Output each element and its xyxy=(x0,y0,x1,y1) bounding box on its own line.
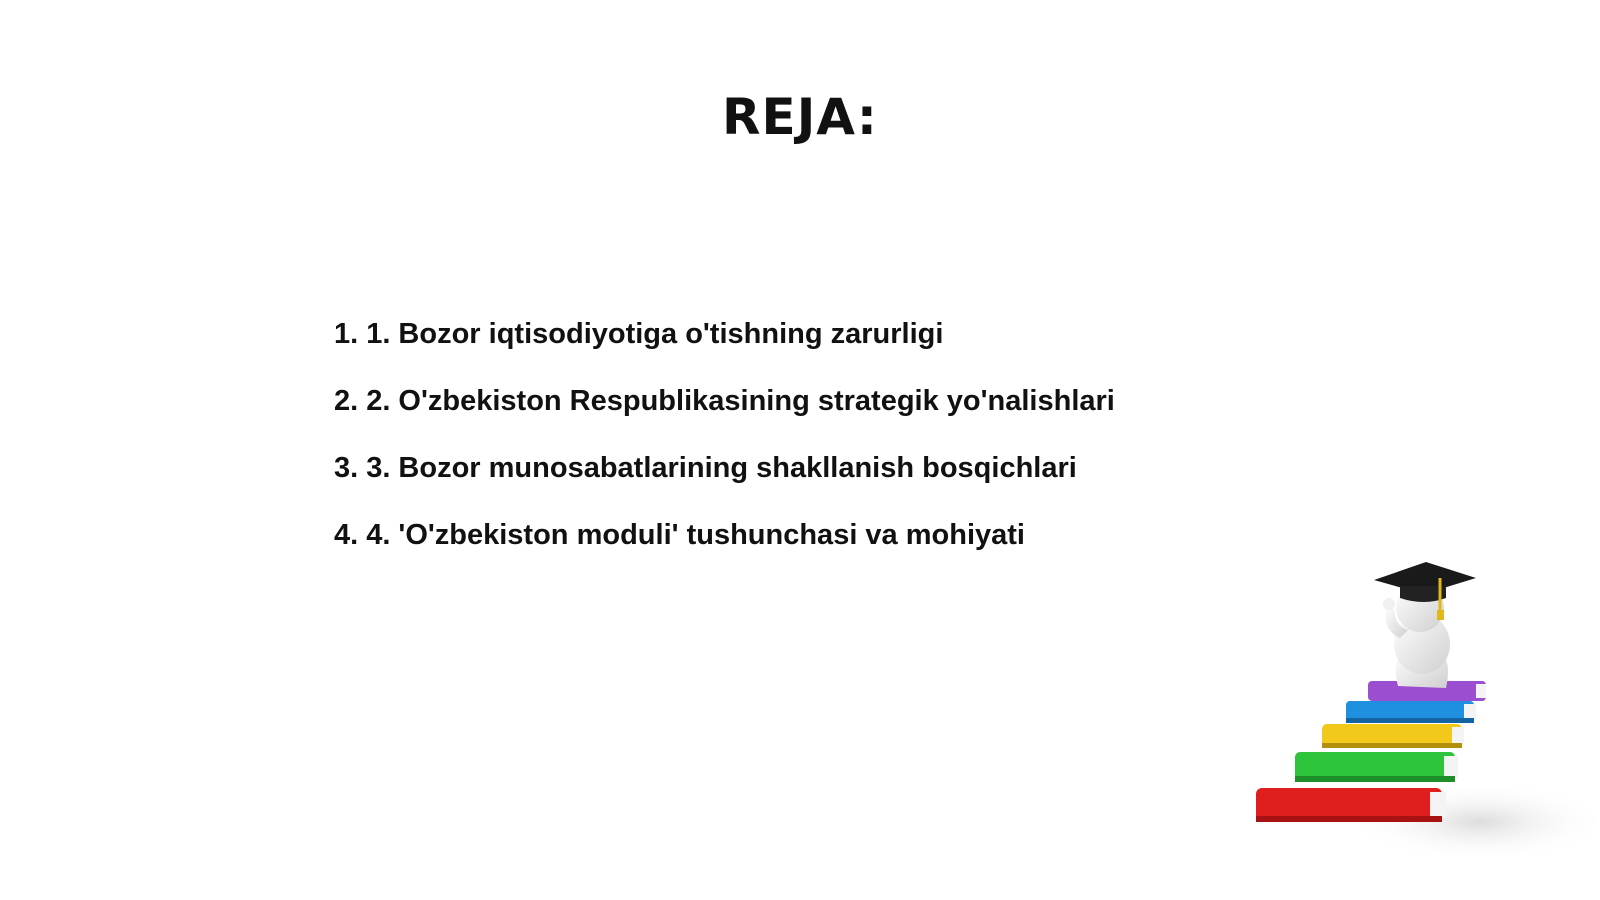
list-item xyxy=(334,446,1115,513)
slide-title: REJA: xyxy=(722,88,878,146)
list-item-text: 4. 'O'zbekiston moduli' tushunchasi va mohiyati xyxy=(366,519,1025,551)
graduate-figure xyxy=(1374,562,1476,688)
list-item xyxy=(334,312,1115,379)
list-item-text: 2. O'zbekiston Respublikasining strategik yo'nalishlari xyxy=(366,385,1115,417)
book-green xyxy=(1295,752,1458,782)
list-item-number: 2. xyxy=(334,385,359,417)
list-item xyxy=(334,379,1115,446)
list-item xyxy=(334,513,1115,580)
plan-list xyxy=(334,312,1115,580)
list-item-number: 1. xyxy=(334,318,359,350)
book-red xyxy=(1256,788,1446,822)
list-item-number: 4. xyxy=(334,519,359,551)
book-yellow xyxy=(1322,724,1464,748)
graduate-on-books-icon xyxy=(1240,560,1600,900)
list-item-text: 3. Bozor munosabatlarining shakllanish bosqichlari xyxy=(366,452,1077,484)
list-item-text: 1. Bozor iqtisodiyotiga o'tishning zarurligi xyxy=(366,318,944,350)
list-item-number: 3. xyxy=(334,452,359,484)
book-blue xyxy=(1346,701,1476,723)
